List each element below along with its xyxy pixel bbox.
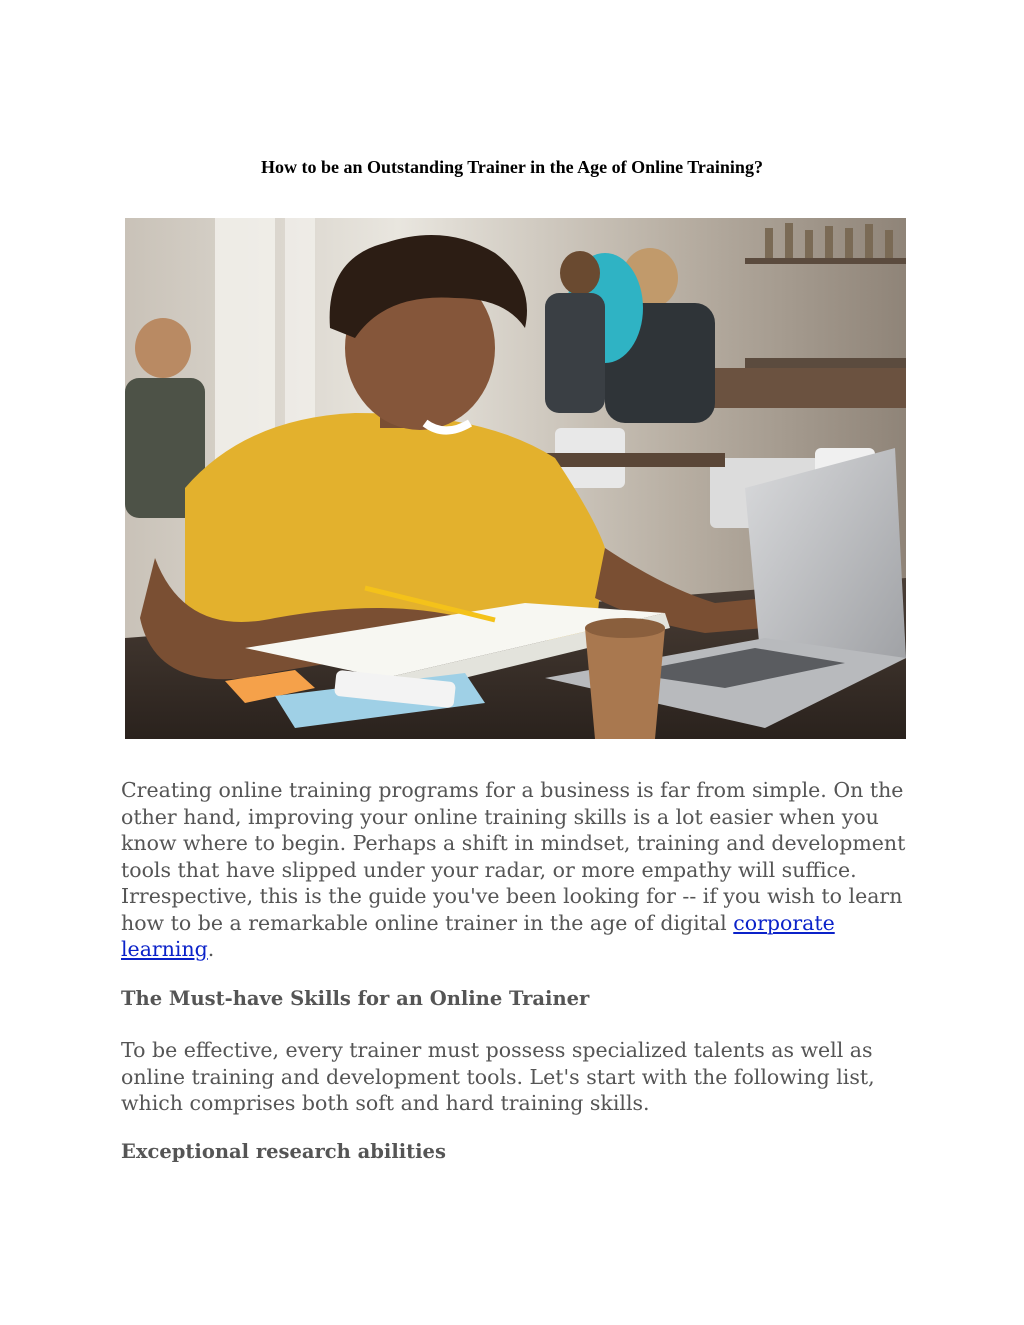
hero-image [125, 218, 906, 739]
intro-text: Creating online training programs for a business is far from simple. On the other hand, improving your online training skills is a lot easier when you know where to begin. Perhaps a shift in mindset, training and development tools that have slipped under your radar, or more empathy will suffice. Irrespective, this is the guide you've been looking for -- if you wish to learn how to be a remarkable online trainer in the age of digital [121, 778, 906, 935]
intro-text-end: . [207, 937, 215, 961]
heading-research-abilities: Exceptional research abilities [121, 1140, 446, 1163]
document-title: How to be an Outstanding Trainer in the Age of Online Training? [261, 157, 763, 177]
skills-paragraph: To be effective, every trainer must possess specialized talents as well as online training and development tools. Let's start with the following list, which comprises both soft and hard training skills. [121, 1038, 875, 1115]
corporate-learning-link[interactable]: corporate learning [121, 910, 835, 961]
heading-must-have-skills: The Must-have Skills for an Online Trainer [121, 987, 590, 1010]
intro-paragraph [121, 777, 911, 963]
